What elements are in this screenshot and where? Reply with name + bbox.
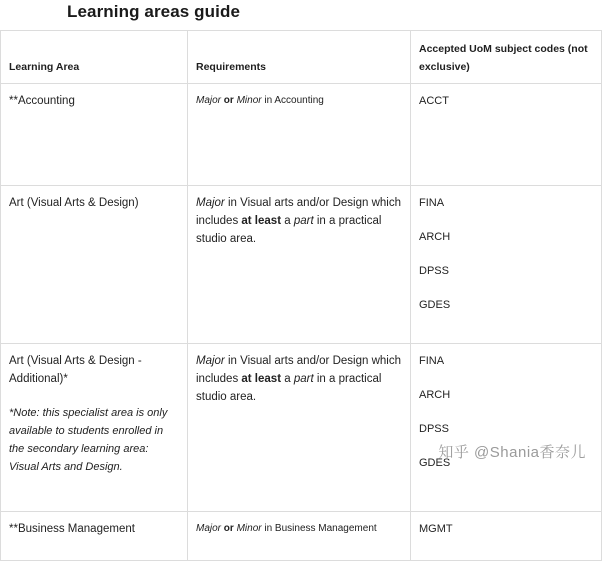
- requirements-cell: [188, 186, 411, 344]
- table-row: [1, 344, 602, 512]
- req-text: Major: [196, 355, 225, 367]
- learning-areas-table: [0, 30, 602, 561]
- subject-code: ARCH: [419, 231, 451, 243]
- subject-code: ACCT: [419, 95, 449, 107]
- req-text: Major: [196, 95, 222, 106]
- subject-code: DPSS: [419, 265, 449, 277]
- learning-area-note: *Note: this specialist area is only available to students enrolled in the secondary learning area: Visual Arts and Design.: [9, 407, 168, 473]
- req-text: in Accounting: [261, 95, 324, 106]
- subject-code: GDES: [419, 457, 451, 469]
- codes-cell: [411, 84, 602, 186]
- learning-area-cell: [1, 84, 188, 186]
- header-learning-area: Learning Area: [1, 31, 188, 84]
- subject-code: GDES: [419, 299, 451, 311]
- header-subject-codes: Accepted UoM subject codes (not exclusive): [411, 31, 602, 84]
- watermark: 知乎 @Shania香奈儿: [438, 444, 586, 461]
- table-row: [1, 512, 602, 561]
- subject-code: FINA: [419, 197, 445, 209]
- header-requirements: Requirements: [188, 31, 411, 84]
- requirements-cell: [188, 84, 411, 186]
- table-row: [1, 84, 602, 186]
- table-row: [1, 186, 602, 344]
- learning-area-name: **Accounting: [9, 95, 75, 107]
- page-title: Learning areas guide: [67, 2, 240, 21]
- subject-code: FINA: [419, 355, 445, 367]
- req-text: at least: [241, 373, 282, 385]
- req-text: part: [293, 215, 314, 227]
- learning-area-cell: [1, 344, 188, 512]
- learning-area-name: Art (Visual Arts & Design): [9, 197, 139, 209]
- req-text: a: [281, 373, 294, 385]
- req-text: in a practical studio area.: [196, 215, 382, 245]
- req-text: or: [221, 95, 237, 106]
- req-text: in Visual arts and/or Design which includes: [196, 355, 401, 385]
- req-text: Major: [196, 197, 225, 209]
- req-text: part: [293, 373, 314, 385]
- req-text: in a practical studio area.: [196, 373, 382, 403]
- req-text: Minor: [236, 523, 262, 534]
- requirements-cell: [188, 512, 411, 561]
- learning-area-name: Art (Visual Arts & Design - Additional)*: [9, 355, 142, 385]
- req-text: in Visual arts and/or Design which includes: [196, 197, 401, 227]
- requirements-cell: [188, 344, 411, 512]
- subject-code: ARCH: [419, 389, 451, 401]
- req-text: in Business Management: [261, 523, 377, 534]
- learning-area-name: **Business Management: [9, 523, 135, 535]
- codes-cell: [411, 512, 602, 561]
- req-text: a: [281, 215, 294, 227]
- req-text: Major: [196, 523, 222, 534]
- req-text: or: [221, 523, 237, 534]
- learning-area-cell: [1, 512, 188, 561]
- subject-code: MGMT: [419, 523, 453, 535]
- req-text: at least: [241, 215, 282, 227]
- codes-cell: [411, 344, 602, 512]
- req-text: Minor: [236, 95, 262, 106]
- subject-code: DPSS: [419, 423, 449, 435]
- learning-area-cell: [1, 186, 188, 344]
- codes-cell: [411, 186, 602, 344]
- table-header-row: [1, 31, 602, 84]
